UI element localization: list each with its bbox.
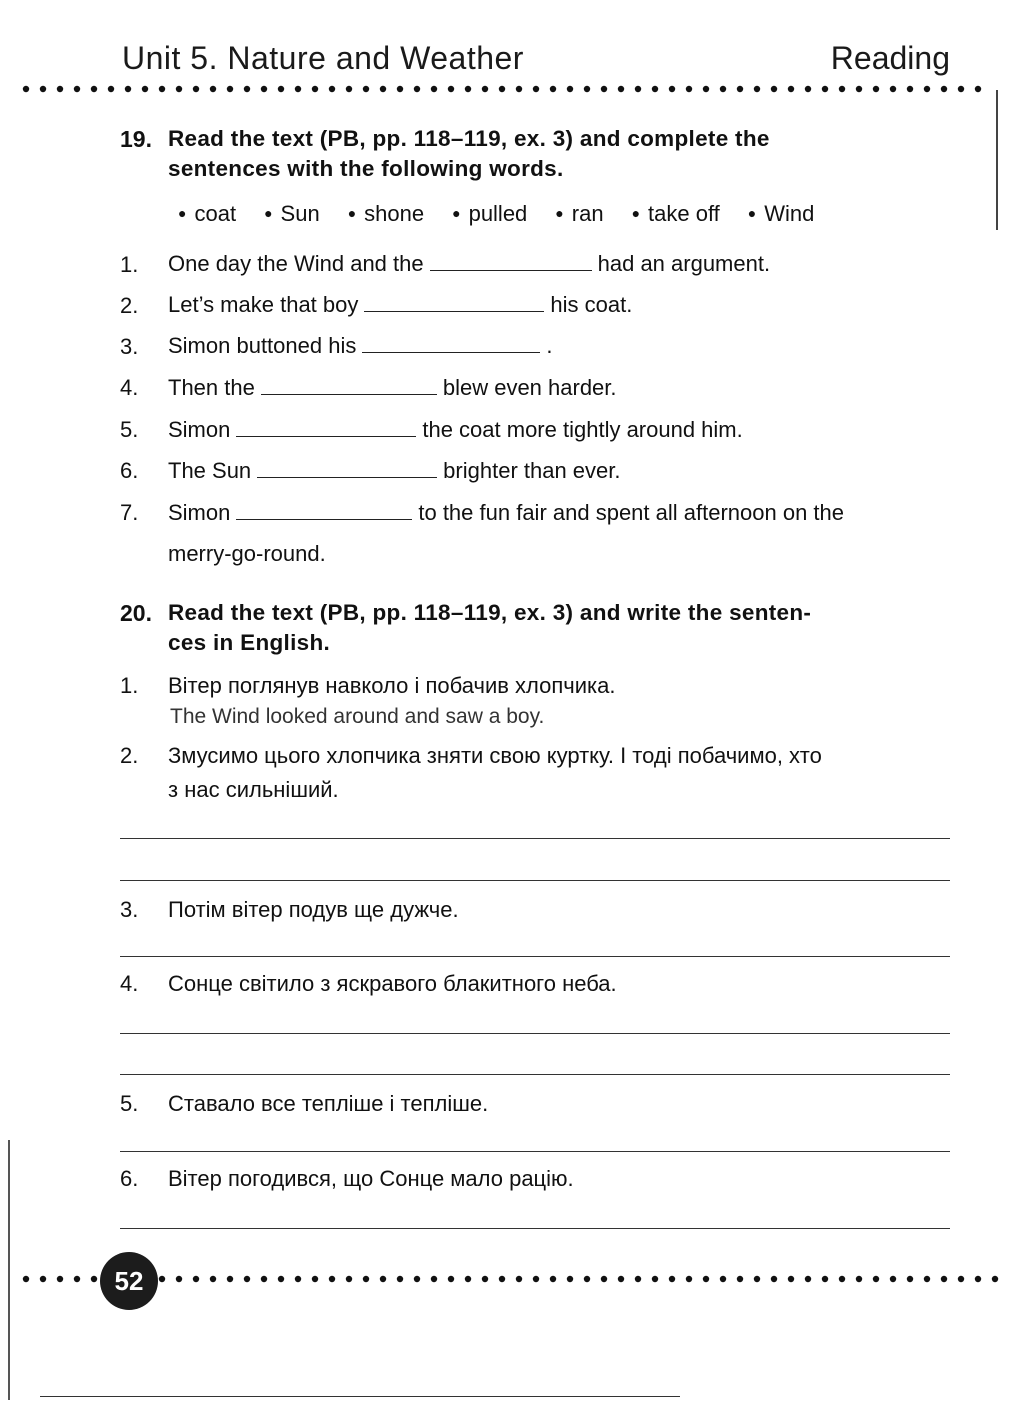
section-title: Reading	[830, 40, 950, 76]
item-number: 1.	[120, 673, 139, 698]
answer-line[interactable]	[120, 1151, 950, 1152]
item-number: 6.	[120, 458, 139, 483]
margin-mark	[8, 1140, 10, 1400]
dotted-divider-top	[22, 82, 994, 96]
dotted-divider-bottom	[22, 1272, 1012, 1286]
answer-blank[interactable]	[430, 250, 592, 271]
translation-prompt-continuation: з нас сильніший.	[168, 777, 339, 802]
item-number: 4.	[120, 375, 139, 400]
item-number: 1.	[120, 252, 139, 277]
fill-sentence-continuation: merry-go-round.	[168, 541, 326, 566]
bottom-rule	[40, 1396, 680, 1397]
exercise-19-instruction-2: sentences with the following words.	[168, 156, 564, 181]
translation-prompt: Змусимо цього хлопчика зняти свою куртку. І тоді побачимо, хто	[168, 743, 822, 768]
item-number: 5.	[120, 1091, 139, 1116]
answer-line[interactable]	[120, 838, 950, 839]
translation-prompt: Вітер погодився, що Сонце мало рацію.	[168, 1166, 574, 1191]
word-bank-item: ● pulled	[452, 201, 527, 227]
word-bank-item: ● shone	[348, 201, 424, 227]
exercise-19-number: 19.	[120, 126, 152, 152]
item-number: 3.	[120, 334, 139, 359]
exercise-20-number: 20.	[120, 600, 152, 626]
exercise-20-instruction-1: Read the text (PB, pp. 118–119, ex. 3) and write the senten-	[168, 600, 812, 625]
answer-line[interactable]	[120, 1228, 950, 1229]
answer-line[interactable]	[120, 956, 950, 957]
answer-blank[interactable]	[261, 374, 437, 395]
answer-blank[interactable]	[362, 332, 540, 353]
translation-prompt: Вітер поглянув навколо і побачив хлопчика.	[168, 673, 616, 698]
fill-sentence: Simon the coat more tightly around him.	[168, 417, 743, 442]
fill-sentence: Then the blew even harder.	[168, 375, 617, 400]
answer-line[interactable]	[120, 1033, 950, 1034]
fill-sentence: Let’s make that boy his coat.	[168, 292, 633, 317]
word-bank-item: ● coat	[178, 201, 236, 227]
unit-title: Unit 5. Nature and Weather	[122, 40, 524, 76]
margin-mark	[996, 90, 998, 230]
answer-line[interactable]	[120, 880, 950, 881]
answer-blank[interactable]	[364, 291, 544, 312]
word-bank	[178, 201, 814, 227]
fill-sentence: One day the Wind and the had an argument.	[168, 251, 771, 276]
answer-line[interactable]	[120, 1074, 950, 1075]
translation-prompt: Ставало все тепліше і тепліше.	[168, 1091, 489, 1116]
item-number: 2.	[120, 743, 139, 768]
word-bank-item: ● ran	[555, 201, 603, 227]
answer-blank[interactable]	[257, 457, 437, 478]
answer-blank[interactable]	[236, 416, 416, 437]
item-number: 7.	[120, 500, 139, 525]
page-number-badge: 52	[100, 1252, 158, 1310]
exercise-20-instruction-2: ces in English.	[168, 630, 331, 655]
item-number: 4.	[120, 971, 139, 996]
word-bank-item: ● take off	[632, 201, 720, 227]
item-number: 3.	[120, 897, 139, 922]
item-number: 5.	[120, 417, 139, 442]
word-bank-item: ● Wind	[748, 201, 815, 227]
item-number: 2.	[120, 293, 139, 318]
fill-sentence: Simon buttoned his .	[168, 333, 553, 358]
fill-sentence: The Sun brighter than ever.	[168, 458, 621, 483]
item-number: 6.	[120, 1166, 139, 1191]
exercise-19-instruction-1: Read the text (PB, pp. 118–119, ex. 3) and complete the	[168, 126, 770, 151]
word-bank-item: ● Sun	[264, 201, 320, 227]
example-answer: The Wind looked around and saw a boy.	[170, 705, 545, 728]
fill-sentence: Simon to the fun fair and spent all afternoon on the	[168, 500, 844, 525]
answer-blank[interactable]	[236, 499, 412, 520]
translation-prompt: Потім вітер подув ще дужче.	[168, 897, 459, 922]
translation-prompt: Сонце світило з яскравого блакитного неба.	[168, 971, 617, 996]
